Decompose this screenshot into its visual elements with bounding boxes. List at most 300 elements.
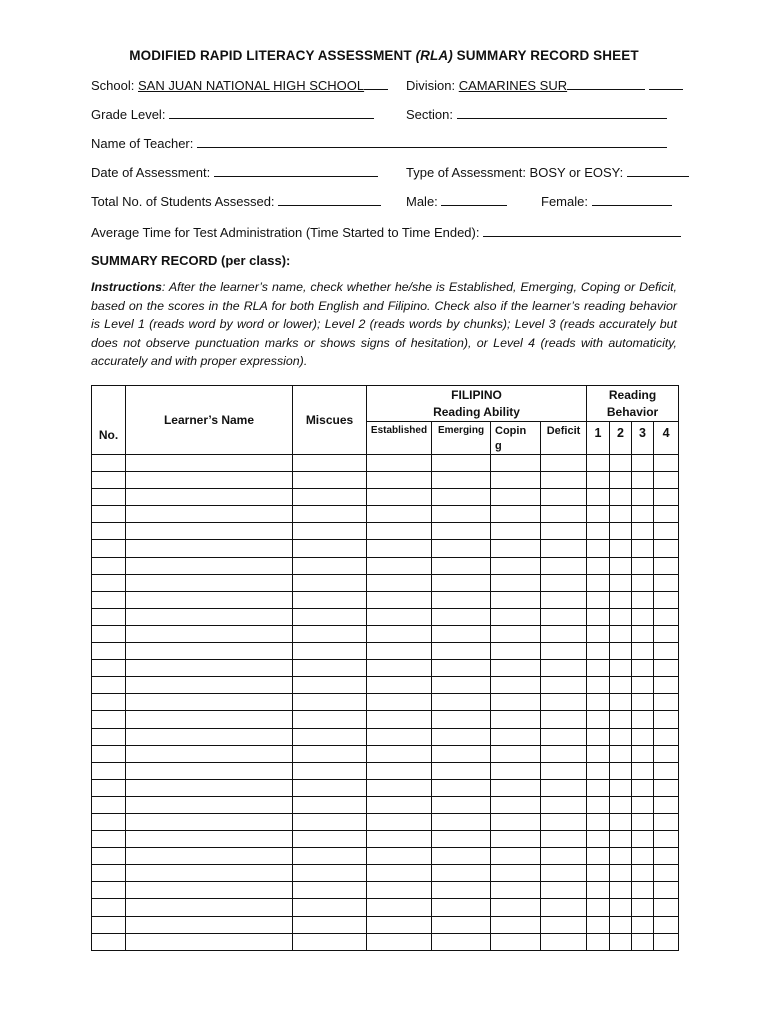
table-cell — [491, 865, 541, 882]
table-cell — [610, 660, 632, 677]
table-cell — [293, 643, 367, 660]
table-cell — [491, 591, 541, 608]
table-cell — [432, 694, 491, 711]
header-level-1: 1 — [587, 422, 610, 455]
table-cell — [610, 591, 632, 608]
table-cell — [367, 489, 432, 506]
table-cell — [432, 660, 491, 677]
table-cell — [92, 796, 126, 813]
table-cell — [432, 608, 491, 625]
table-cell — [541, 540, 587, 557]
table-cell — [126, 848, 293, 865]
table-cell — [293, 745, 367, 762]
table-cell — [587, 677, 610, 694]
table-cell — [367, 796, 432, 813]
table-cell — [654, 865, 679, 882]
header-deficit: Deficit — [541, 422, 587, 455]
table-cell — [632, 762, 654, 779]
table-cell — [610, 574, 632, 591]
table-cell — [92, 882, 126, 899]
table-cell — [432, 574, 491, 591]
table-cell — [491, 711, 541, 728]
table-row — [92, 831, 679, 848]
table-cell — [293, 660, 367, 677]
table-cell — [367, 933, 432, 950]
table-cell — [92, 779, 126, 796]
table-cell — [367, 557, 432, 574]
table-cell — [432, 882, 491, 899]
table-cell — [541, 643, 587, 660]
table-cell — [491, 779, 541, 796]
table-cell — [587, 489, 610, 506]
table-cell — [293, 625, 367, 642]
header-miscues: Miscues — [293, 386, 367, 455]
table-cell — [654, 472, 679, 489]
table-cell — [587, 916, 610, 933]
table-cell — [610, 933, 632, 950]
table-row — [92, 848, 679, 865]
table-cell — [610, 625, 632, 642]
table-cell — [126, 728, 293, 745]
table-cell — [293, 899, 367, 916]
table-cell — [541, 677, 587, 694]
table-cell — [293, 848, 367, 865]
table-cell — [126, 557, 293, 574]
table-cell — [587, 865, 610, 882]
table-cell — [541, 831, 587, 848]
table-cell — [92, 762, 126, 779]
table-cell — [367, 848, 432, 865]
table-cell — [587, 933, 610, 950]
table-cell — [610, 608, 632, 625]
table-cell — [491, 677, 541, 694]
table-cell — [632, 574, 654, 591]
table-cell — [92, 745, 126, 762]
table-row — [92, 728, 679, 745]
table-cell — [293, 916, 367, 933]
table-cell — [367, 591, 432, 608]
school-field: School: SAN JUAN NATIONAL HIGH SCHOOL — [91, 78, 388, 93]
table-cell — [654, 557, 679, 574]
division-field: Division: CAMARINES SUR — [406, 78, 683, 93]
table-cell — [610, 848, 632, 865]
division-value: CAMARINES SUR — [458, 78, 568, 93]
table-cell — [632, 694, 654, 711]
table-cell — [126, 779, 293, 796]
table-cell — [587, 523, 610, 540]
table-cell — [432, 677, 491, 694]
table-cell — [632, 728, 654, 745]
table-cell — [610, 523, 632, 540]
table-cell — [541, 848, 587, 865]
table-cell — [491, 643, 541, 660]
table-cell — [126, 899, 293, 916]
table-cell — [92, 694, 126, 711]
header-no: No. — [92, 386, 126, 455]
table-cell — [632, 933, 654, 950]
table-row — [92, 899, 679, 916]
table-cell — [367, 831, 432, 848]
table-cell — [610, 745, 632, 762]
table-cell — [491, 813, 541, 830]
table-cell — [632, 882, 654, 899]
table-cell — [293, 728, 367, 745]
table-cell — [432, 779, 491, 796]
table-cell — [587, 472, 610, 489]
table-cell — [293, 677, 367, 694]
table-cell — [541, 625, 587, 642]
table-cell — [541, 591, 587, 608]
table-cell — [632, 711, 654, 728]
table-cell — [293, 762, 367, 779]
table-cell — [610, 711, 632, 728]
table-cell — [92, 711, 126, 728]
table-cell — [632, 848, 654, 865]
table-row — [92, 916, 679, 933]
table-cell — [92, 916, 126, 933]
table-cell — [367, 899, 432, 916]
table-cell — [293, 489, 367, 506]
table-cell — [126, 472, 293, 489]
summary-heading: SUMMARY RECORD (per class): — [91, 253, 291, 268]
table-cell — [92, 933, 126, 950]
table-cell — [541, 694, 587, 711]
table-cell — [126, 796, 293, 813]
table-cell — [367, 728, 432, 745]
table-cell — [541, 557, 587, 574]
table-cell — [432, 540, 491, 557]
table-cell — [654, 882, 679, 899]
table-cell — [491, 660, 541, 677]
table-cell — [610, 472, 632, 489]
table-cell — [491, 933, 541, 950]
table-cell — [610, 489, 632, 506]
table-row — [92, 506, 679, 523]
table-cell — [654, 831, 679, 848]
table-cell — [587, 762, 610, 779]
table-cell — [92, 899, 126, 916]
table-cell — [632, 796, 654, 813]
table-cell — [491, 728, 541, 745]
table-cell — [367, 660, 432, 677]
average-time-field: Average Time for Test Administration (Time Started to Time Ended): — [91, 225, 681, 240]
table-cell — [632, 899, 654, 916]
table-cell — [126, 762, 293, 779]
table-cell — [126, 694, 293, 711]
table-row — [92, 813, 679, 830]
table-cell — [126, 865, 293, 882]
table-cell — [367, 574, 432, 591]
table-cell — [541, 933, 587, 950]
table-cell — [654, 916, 679, 933]
table-cell — [541, 728, 587, 745]
header-established: Established — [367, 422, 432, 455]
table-cell — [541, 796, 587, 813]
table-row — [92, 608, 679, 625]
table-cell — [654, 796, 679, 813]
table-cell — [126, 506, 293, 523]
table-cell — [293, 608, 367, 625]
table-cell — [541, 899, 587, 916]
table-cell — [654, 848, 679, 865]
header-coping: Copin g — [491, 422, 541, 455]
table-cell — [541, 472, 587, 489]
table-cell — [491, 557, 541, 574]
table-cell — [654, 899, 679, 916]
table-cell — [587, 899, 610, 916]
table-cell — [654, 591, 679, 608]
table-cell — [432, 865, 491, 882]
table-row — [92, 523, 679, 540]
table-cell — [92, 625, 126, 642]
table-cell — [654, 694, 679, 711]
table-cell — [587, 643, 610, 660]
table-cell — [432, 506, 491, 523]
table-cell — [541, 779, 587, 796]
header-level-3: 3 — [632, 422, 654, 455]
table-cell — [632, 489, 654, 506]
summary-table — [91, 385, 679, 951]
table-cell — [92, 472, 126, 489]
table-cell — [541, 711, 587, 728]
table-cell — [491, 540, 541, 557]
table-cell — [587, 608, 610, 625]
table-cell — [126, 933, 293, 950]
table-cell — [92, 643, 126, 660]
table-cell — [491, 489, 541, 506]
table-cell — [293, 865, 367, 882]
table-cell — [126, 745, 293, 762]
table-cell — [491, 472, 541, 489]
table-cell — [432, 523, 491, 540]
table-cell — [587, 694, 610, 711]
table-cell — [541, 813, 587, 830]
table-cell — [92, 540, 126, 557]
table-cell — [293, 813, 367, 830]
table-cell — [92, 831, 126, 848]
header-level-2: 2 — [610, 422, 632, 455]
table-cell — [367, 745, 432, 762]
table-cell — [587, 557, 610, 574]
table-cell — [126, 882, 293, 899]
table-cell — [367, 694, 432, 711]
table-cell — [632, 455, 654, 472]
table-cell — [654, 540, 679, 557]
table-cell — [491, 831, 541, 848]
table-cell — [654, 677, 679, 694]
table-cell — [92, 574, 126, 591]
table-cell — [126, 591, 293, 608]
table-cell — [432, 813, 491, 830]
table-cell — [92, 523, 126, 540]
table-cell — [587, 882, 610, 899]
table-row — [92, 574, 679, 591]
table-row — [92, 762, 679, 779]
table-cell — [491, 523, 541, 540]
table-cell — [367, 625, 432, 642]
table-cell — [587, 813, 610, 830]
table-cell — [491, 625, 541, 642]
table-cell — [293, 506, 367, 523]
table-cell — [92, 591, 126, 608]
table-cell — [654, 523, 679, 540]
table-row — [92, 865, 679, 882]
table-cell — [610, 728, 632, 745]
table-cell — [610, 779, 632, 796]
table-cell — [632, 472, 654, 489]
table-cell — [367, 762, 432, 779]
table-cell — [610, 643, 632, 660]
table-cell — [610, 455, 632, 472]
table-row — [92, 557, 679, 574]
table-cell — [587, 728, 610, 745]
table-cell — [491, 916, 541, 933]
table-cell — [632, 865, 654, 882]
table-row — [92, 660, 679, 677]
instructions — [91, 278, 677, 371]
table-row — [92, 591, 679, 608]
table-cell — [632, 608, 654, 625]
table-cell — [92, 660, 126, 677]
table-cell — [126, 643, 293, 660]
table-cell — [654, 489, 679, 506]
table-cell — [654, 813, 679, 830]
table-cell — [654, 933, 679, 950]
table-cell — [367, 882, 432, 899]
table-cell — [632, 557, 654, 574]
table-cell — [541, 916, 587, 933]
table-cell — [367, 677, 432, 694]
instructions-text: : After the learner’s name, check whether he/she is Established, Emerging, Coping or Deficit, based on the scores in the RLA for both English and Filipino. Check also if the learner’s reading behavior is Level 1 (reads word by word or lower); Level 2 (reads words by chunks); Level 3 (reads accurately but does not observe punctuation marks or shows signs of hesitation), or Level 4 (reads with automaticity, accurately and with proper expression). — [91, 280, 677, 369]
table-cell — [293, 694, 367, 711]
table-cell — [610, 831, 632, 848]
table-row — [92, 677, 679, 694]
table-cell — [491, 608, 541, 625]
table-cell — [654, 608, 679, 625]
table-cell — [126, 523, 293, 540]
table-cell — [293, 831, 367, 848]
total-students-field: Total No. of Students Assessed: — [91, 194, 381, 209]
table-cell — [610, 796, 632, 813]
table-cell — [126, 625, 293, 642]
table-cell — [367, 813, 432, 830]
table-cell — [293, 933, 367, 950]
table-cell — [610, 916, 632, 933]
table-cell — [632, 660, 654, 677]
table-cell — [92, 608, 126, 625]
table-cell — [293, 540, 367, 557]
table-cell — [367, 608, 432, 625]
table-cell — [587, 540, 610, 557]
table-cell — [92, 489, 126, 506]
table-cell — [92, 677, 126, 694]
header-learner-name: Learner’s Name — [126, 386, 293, 455]
table-cell — [541, 882, 587, 899]
table-cell — [541, 745, 587, 762]
table-cell — [587, 848, 610, 865]
table-cell — [92, 813, 126, 830]
table-cell — [610, 865, 632, 882]
table-cell — [126, 540, 293, 557]
table-cell — [587, 745, 610, 762]
table-cell — [632, 779, 654, 796]
male-field: Male: — [406, 194, 507, 209]
table-cell — [367, 779, 432, 796]
table-cell — [293, 472, 367, 489]
table-cell — [432, 933, 491, 950]
table-cell — [654, 728, 679, 745]
table-cell — [632, 916, 654, 933]
table-cell — [92, 848, 126, 865]
table-cell — [587, 506, 610, 523]
table-cell — [610, 540, 632, 557]
table-cell — [632, 540, 654, 557]
table-cell — [432, 762, 491, 779]
table-cell — [587, 591, 610, 608]
table-cell — [654, 660, 679, 677]
table-cell — [654, 779, 679, 796]
table-cell — [610, 694, 632, 711]
table-cell — [541, 506, 587, 523]
table-cell — [367, 916, 432, 933]
table-cell — [541, 865, 587, 882]
header-level-4: 4 — [654, 422, 679, 455]
table-cell — [293, 882, 367, 899]
table-cell — [432, 899, 491, 916]
table-cell — [632, 745, 654, 762]
table-cell — [432, 643, 491, 660]
table-cell — [654, 455, 679, 472]
table-cell — [541, 608, 587, 625]
table-cell — [92, 506, 126, 523]
table-cell — [126, 831, 293, 848]
table-cell — [293, 523, 367, 540]
table-cell — [587, 625, 610, 642]
header-filipino: FILIPINO Reading Ability — [367, 386, 587, 422]
table-cell — [432, 489, 491, 506]
table-cell — [610, 882, 632, 899]
table-cell — [432, 745, 491, 762]
school-value: SAN JUAN NATIONAL HIGH SCHOOL — [138, 78, 365, 93]
table-cell — [654, 711, 679, 728]
table-cell — [632, 523, 654, 540]
table-cell — [610, 677, 632, 694]
table-cell — [632, 625, 654, 642]
table-cell — [587, 711, 610, 728]
table-cell — [432, 796, 491, 813]
table-row — [92, 625, 679, 642]
table-cell — [126, 813, 293, 830]
table-row — [92, 694, 679, 711]
table-cell — [632, 813, 654, 830]
table-cell — [632, 643, 654, 660]
table-cell — [293, 779, 367, 796]
grade-level-field: Grade Level: — [91, 107, 374, 122]
table-cell — [541, 489, 587, 506]
table-cell — [92, 728, 126, 745]
section-field: Section: — [406, 107, 667, 122]
table-cell — [432, 848, 491, 865]
table-cell — [432, 916, 491, 933]
table-row — [92, 796, 679, 813]
table-row — [92, 472, 679, 489]
female-field: Female: — [541, 194, 672, 209]
table-cell — [92, 557, 126, 574]
table-cell — [432, 472, 491, 489]
table-cell — [654, 643, 679, 660]
table-cell — [632, 677, 654, 694]
table-cell — [491, 796, 541, 813]
